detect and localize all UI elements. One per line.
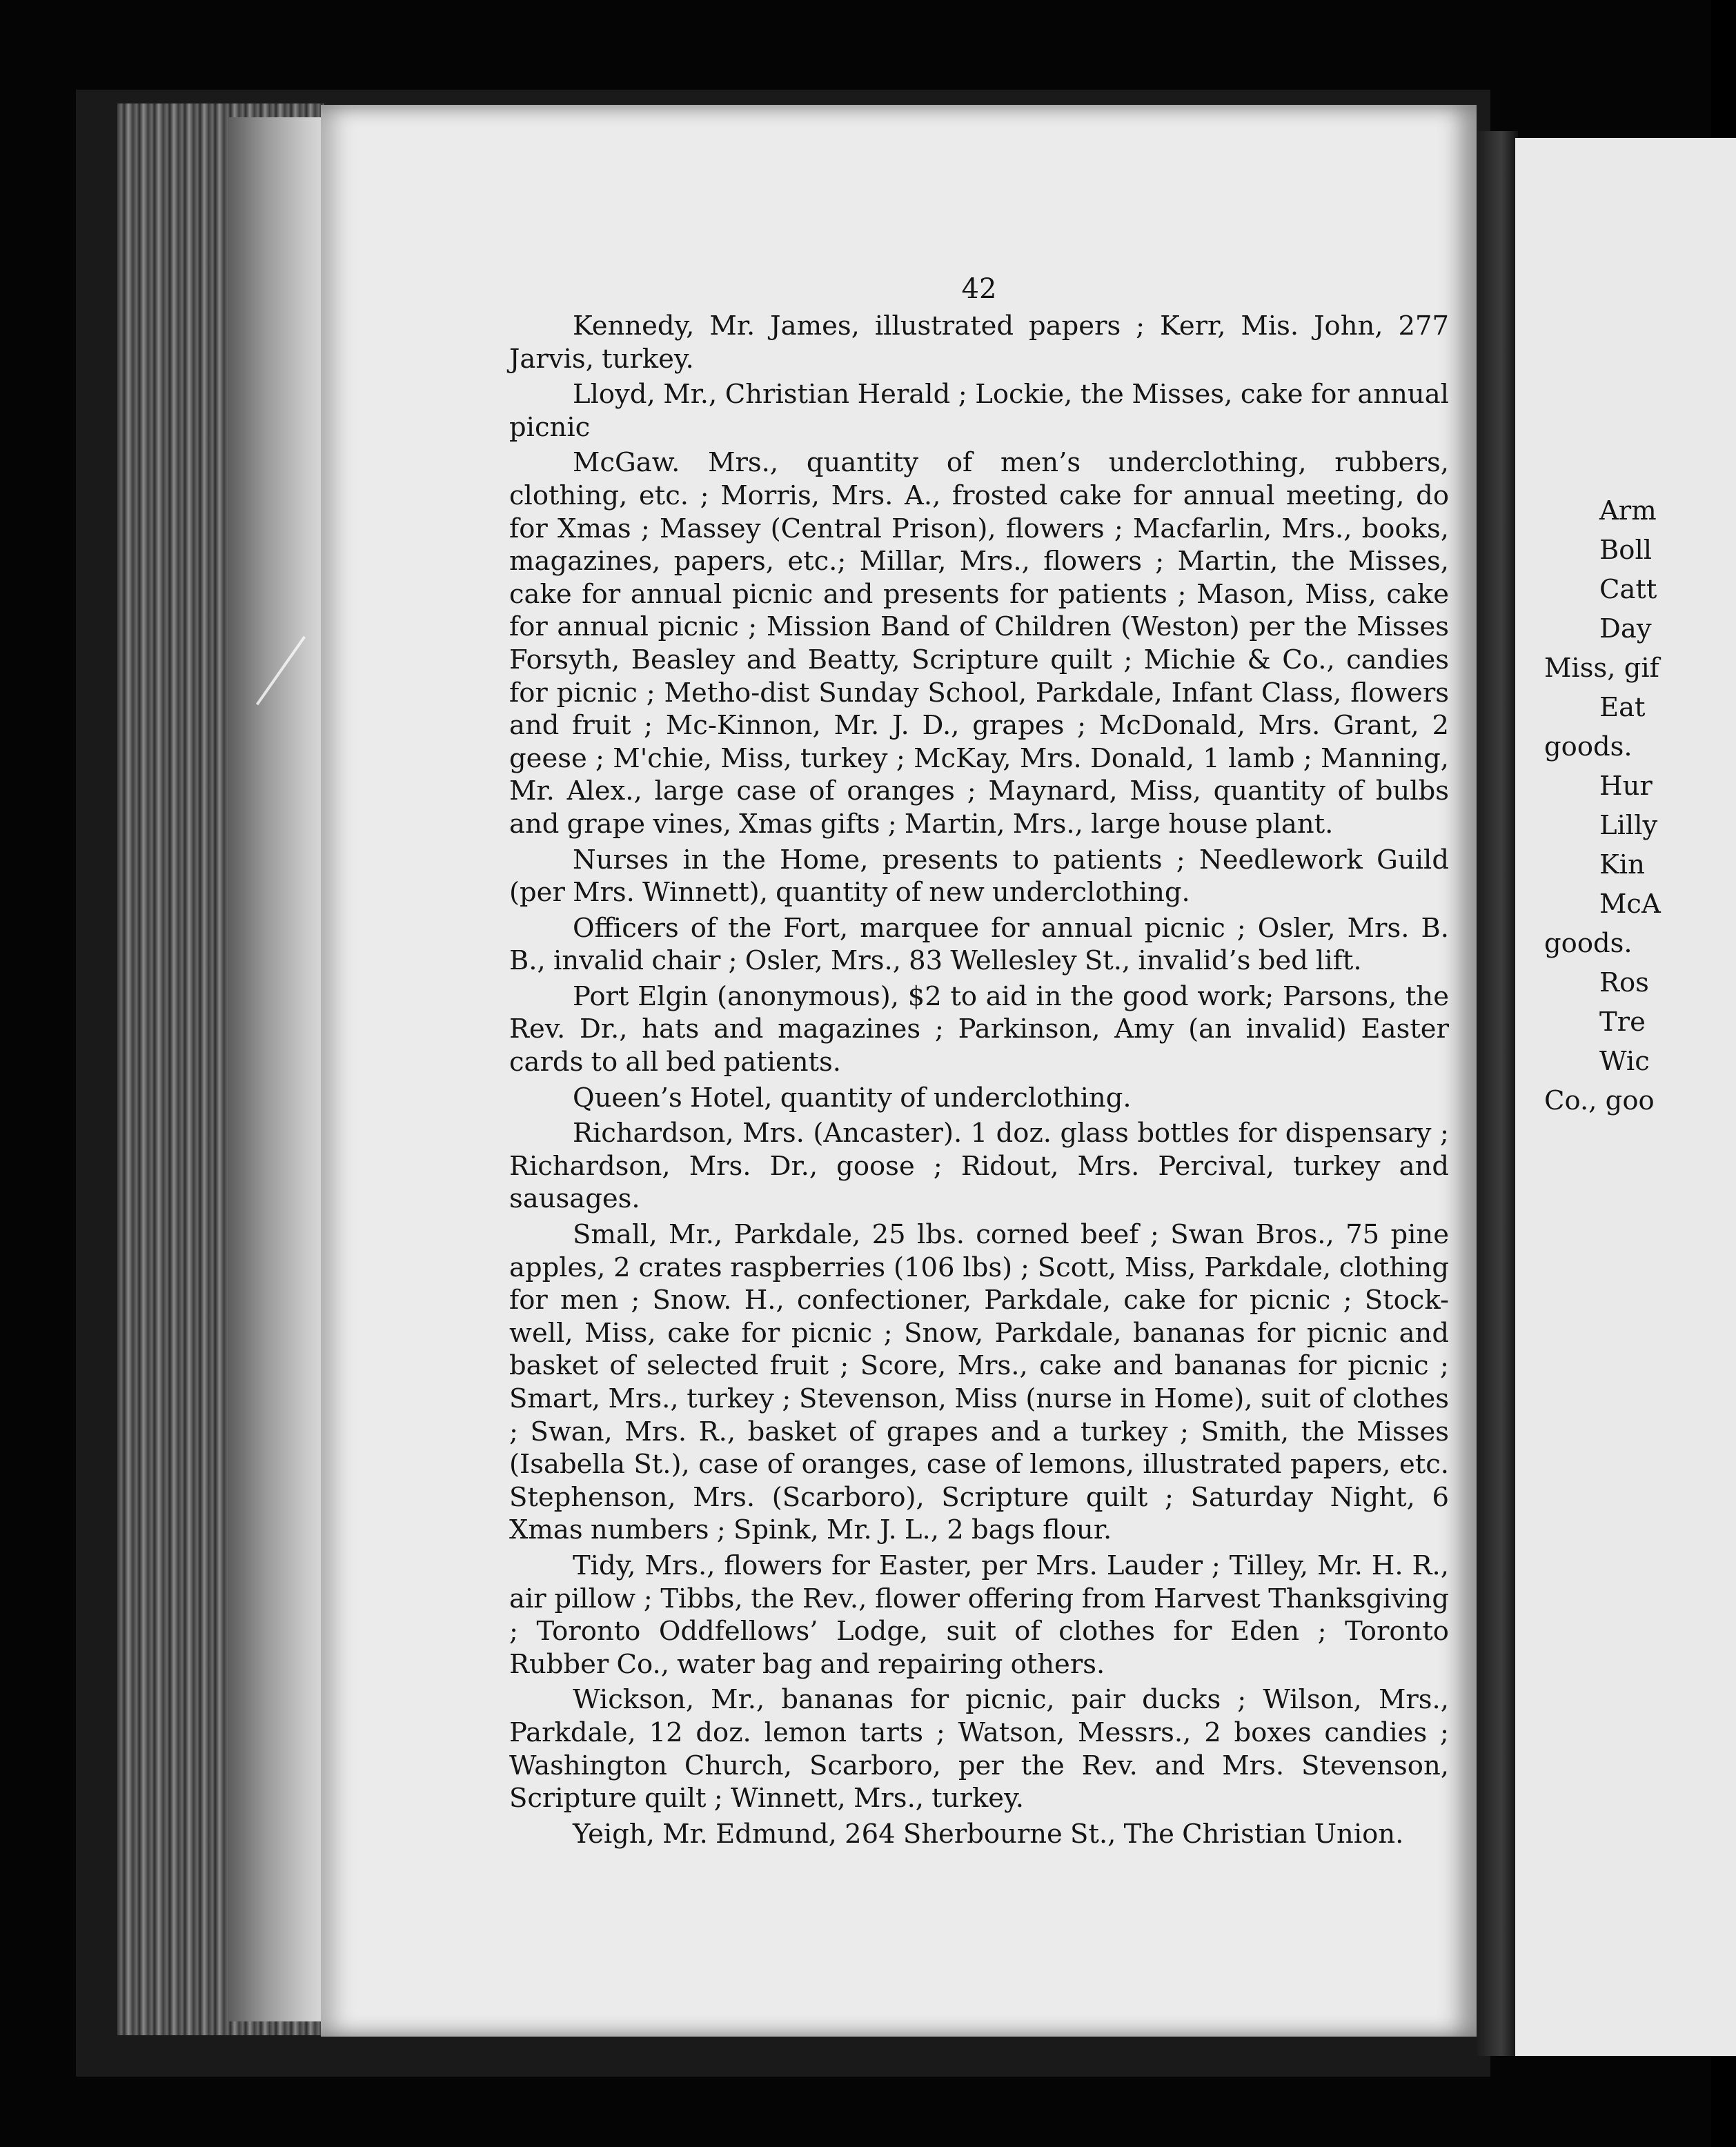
next-page-fragment: Kin	[1599, 849, 1645, 880]
next-page-fragment: McA	[1599, 889, 1661, 920]
donor-entry: McGaw. Mrs., quantity of men’s underclothing, rubbers, clothing, etc. ; Morris, Mrs. A., frosted cake for annual meeting, do for Xmas ; Massey (Central Prison), flowers ; Macfarlin, Mrs., books, magazines, papers, etc.; Millar, Mrs., flowers ; Martin, the Misses, cake for annual picnic and presents for patients ; Mason, Miss, cake for annual picnic ; Mission Band of Children (Weston) per the Misses Forsyth, Beasley and Beatty, Scripture quilt ; Michie & Co., candies for picnic ; Metho-dist Sunday School, Parkdale, Infant Class, flowers and fruit ; Mc-Kinnon, Mr. J. D., grapes ; McDonald, Mrs. Grant, 2 geese ; M'chie, Miss, turkey ; McKay, Mrs. Donald, 1 lamb ; Manning, Mr. Alex., large case of oranges ; Maynard, Miss, quantity of bulbs and grape vines, Xmas gifts ; Martin, Mrs., large house plant.	[509, 447, 1449, 840]
next-page-fragment: Eat	[1599, 692, 1646, 723]
next-page-fragment: Ros	[1599, 967, 1649, 998]
book-gutter	[1477, 131, 1518, 2056]
next-page-fragment: Lilly	[1599, 810, 1658, 841]
donor-entry: Port Elgin (anonymous), $2 to aid in the good work; Parsons, the Rev. Dr., hats and magazines ; Parkinson, Amy (an invalid) Easter cards to all bed patients.	[509, 980, 1449, 1078]
donor-entry: Lloyd, Mr., Christian Herald ; Lockie, the Misses, cake for annual picnic	[509, 379, 1449, 443]
donor-entry: Tidy, Mrs., flowers for Easter, per Mrs. Lauder ; Tilley, Mr. H. R., air pillow ; Tibbs, the Rev., flower offering from Harvest Thanksgiving ; Toronto Oddfellows’ Lodge, suit of clothes for Eden ; Toronto Rubber Co., water bag and repairing others.	[509, 1550, 1449, 1680]
donor-entry: Small, Mr., Parkdale, 25 lbs. corned beef ; Swan Bros., 75 pine apples, 2 crates raspberries (106 lbs) ; Scott, Miss, Parkdale, clothing for men ; Snow. H., confectioner, Parkdale, cake for picnic ; Stock-well, Miss, cake for picnic ; Snow, Parkdale, bananas for picnic and basket of selected fruit ; Score, Mrs., cake and bananas for picnic ; Smart, Mrs., turkey ; Stevenson, Miss (nurse in Home), suit of clothes ; Swan, Mrs. R., basket of grapes and a turkey ; Smith, the Misses (Isabella St.), case of oranges, case of lemons, illustrated papers, etc. Stephenson, Mrs. (Scarboro), Scripture quilt ; Saturday Night, 6 Xmas numbers ; Spink, Mr. J. L., 2 bags flour.	[509, 1219, 1449, 1546]
next-page-fragment: Co., goo	[1544, 1085, 1655, 1116]
donor-entry: Richardson, Mrs. (Ancaster). 1 doz. glass bottles for dispensary ; Richardson, Mrs. Dr., goose ; Ridout, Mrs. Percival, turkey and sausages.	[509, 1118, 1449, 1215]
donor-entry: Kennedy, Mr. James, illustrated papers ; Kerr, Mis. John, 277 Jarvis, turkey.	[509, 310, 1449, 375]
next-page-fragment: Hur	[1599, 771, 1653, 802]
donor-entry: Queen’s Hotel, quantity of underclothing.	[573, 1082, 1132, 1114]
donor-entry: Wickson, Mr., bananas for picnic, pair ducks ; Wilson, Mrs., Parkdale, 12 doz. lemon tarts ; Watson, Messrs., 2 boxes candies ; Washington Church, Scarboro, per the Rev. and Mrs. Stevenson, Scripture quilt ; Winnett, Mrs., turkey.	[509, 1684, 1449, 1814]
donor-entry: Officers of the Fort, marquee for annual picnic ; Osler, Mrs. B. B., invalid chair ; Osler, Mrs., 83 Wellesley St., invalid’s bed lift.	[509, 912, 1449, 977]
next-page-fragment: goods.	[1544, 928, 1633, 959]
donor-entry: Yeigh, Mr. Edmund, 264 Sherbourne St., The Christian Union.	[573, 1818, 1404, 1850]
next-page-fragment: Boll	[1599, 535, 1653, 566]
next-page-fragment: Wic	[1599, 1046, 1650, 1077]
page-number: 42	[961, 273, 997, 305]
next-page-fragment: Miss, gif	[1544, 653, 1659, 684]
next-page-fragment: Tre	[1599, 1007, 1646, 1038]
donor-entry: Nurses in the Home, presents to patients ; Needlework Guild (per Mrs. Winnett), quantity of new underclothing.	[509, 844, 1449, 909]
next-page-fragment: Day	[1599, 613, 1652, 644]
page-edges-inner	[228, 117, 324, 2021]
next-page-fragment: Catt	[1599, 574, 1657, 605]
next-page-fragment: Arm	[1599, 495, 1657, 526]
next-page-fragments	[1544, 491, 1717, 1120]
next-page-fragment: goods.	[1544, 731, 1633, 762]
donor-entries	[509, 310, 1449, 1850]
page-body	[509, 273, 1449, 1853]
